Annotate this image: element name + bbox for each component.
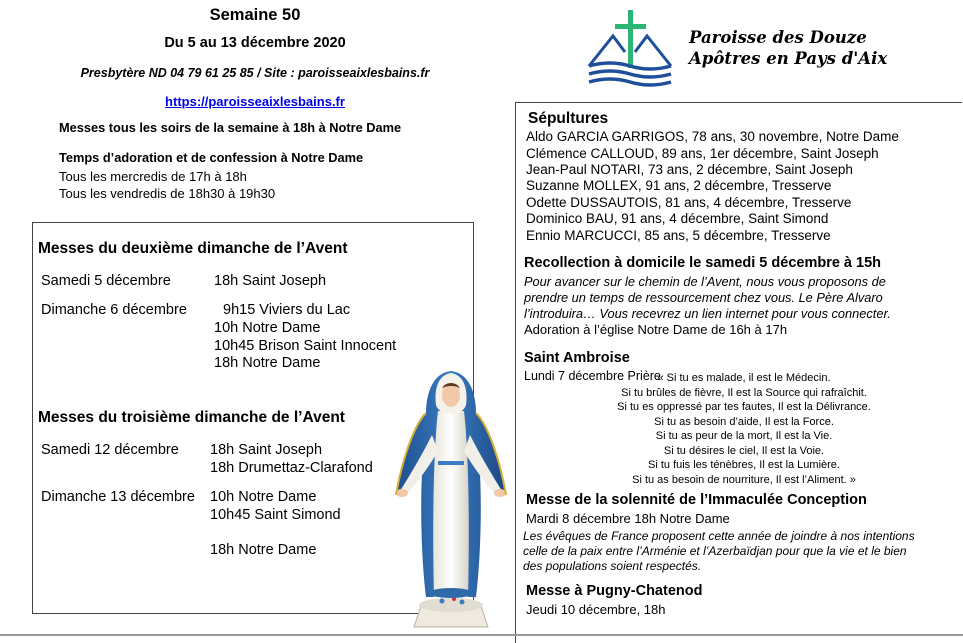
prayer-line: Si tu brûles de fièvre, Il est la Source qui rafraîchit. [621, 386, 867, 399]
contact-line: Presbytère ND 04 79 61 25 85 / Site : paroisseaixlesbains.fr [80, 66, 430, 80]
immaculee-text: Les évêques de France proposent cette année de joindre à nos intentions [523, 529, 915, 543]
logo-line-2: Apôtres en Pays d'Aix [689, 49, 888, 68]
advent2-saturday-time: 18h Saint Joseph [214, 273, 327, 289]
prayer-line: Si tu as besoin de nourriture, Il est l’Aliment. » [632, 473, 856, 486]
recollection-adoration: Adoration à l’église Notre Dame de 16h à 17h [524, 322, 788, 337]
virgin-mary-statue-icon [392, 365, 510, 633]
advent2-sunday: Dimanche 6 décembre [41, 302, 187, 318]
advent2-sunday-time: 10h45 Brison Saint Innocent [214, 338, 397, 354]
bottom-divider [0, 634, 963, 636]
advent2-sunday-time: 9h15 Viviers du Lac [223, 302, 351, 318]
advent3-sunday-time: 10h Notre Dame [210, 489, 317, 505]
prayer-line: Si tu as peur de la mort, Il est la Vie. [655, 430, 833, 442]
immaculee-text: des populations soient respectés. [523, 559, 702, 573]
immaculee-title: Messe de la solennité de l’Immaculée Conception [526, 492, 867, 508]
burial-entry: Clémence CALLOUD, 89 ans, 1er décembre, Saint Joseph [526, 146, 879, 161]
immaculee-text: celle de la paix entre l’Arménie et l’Azerbaïdjan pour que la vie et le bien [523, 544, 907, 558]
prayer-line: « Si tu es malade, il est le Médecin. [657, 372, 831, 384]
immaculee-when: Mardi 8 décembre 18h Notre Dame [526, 511, 730, 526]
burial-entry: Aldo GARCIA GARRIGOS, 78 ans, 30 novembre, Notre Dame [526, 129, 899, 144]
burial-entry: Ennio MARCUCCI, 85 ans, 5 décembre, Tresserve [526, 228, 831, 243]
advent3-sunday-time: 10h45 Saint Simond [210, 507, 341, 523]
burial-entry: Dominico BAU, 91 ans, 4 décembre, Saint Simond [526, 211, 829, 226]
advent3-title: Messes du troisième dimanche de l’Avent [38, 409, 345, 426]
ambroise-title: Saint Ambroise [524, 350, 630, 366]
adoration-line: Tous les mercredis de 17h à 18h [59, 169, 247, 184]
recollection-title: Recollection à domicile le samedi 5 décembre à 15h [524, 255, 882, 271]
advent2-title: Messes du deuxième dimanche de l’Avent [38, 240, 348, 257]
advent3-saturday-time: 18h Drumettaz-Clarafond [210, 460, 373, 476]
burials-title: Sépultures [528, 110, 609, 127]
burial-entry: Jean-Paul NOTARI, 73 ans, 2 décembre, Saint Joseph [526, 162, 853, 177]
advent2-saturday: Samedi 5 décembre [41, 273, 171, 289]
burial-entry: Suzanne MOLLEX, 91 ans, 2 décembre, Tresserve [526, 178, 832, 193]
burial-entry: Odette DUSSAUTOIS, 81 ans, 4 décembre, Tresserve [526, 195, 852, 210]
pugny-when: Jeudi 10 décembre, 18h [526, 602, 666, 617]
prayer-line: Si tu as besoin d’aide, Il est la Force. [654, 415, 834, 428]
cross-over-waves-icon [585, 8, 675, 88]
recollection-text: Pour avancer sur le chemin de l’Avent, nous vous proposons de [524, 274, 886, 289]
advent3-saturday-time: 18h Saint Joseph [210, 442, 323, 458]
website-link[interactable]: https://paroisseaixlesbains.fr [165, 94, 345, 109]
adoration-line: Tous les vendredis de 18h30 à 19h30 [59, 186, 276, 201]
prayer-line: Si tu désires le ciel, Il est la Voie. [663, 444, 825, 457]
advent2-sunday-time: 18h Notre Dame [214, 355, 321, 371]
advent3-saturday: Samedi 12 décembre [41, 442, 179, 458]
prayer-text [594, 371, 894, 487]
advent2-sunday-time: 10h Notre Dame [214, 320, 321, 336]
prayer-line: Si tu es oppressé par tes fautes, Il est la Délivrance. [617, 401, 871, 413]
advent3-sunday: Dimanche 13 décembre [41, 489, 195, 505]
advent3-sunday-time: 18h Notre Dame [210, 542, 317, 558]
week-title: Semaine 50 [209, 6, 301, 24]
adoration-title: Temps d’adoration et de confession à Notre Dame [59, 150, 364, 165]
recollection-text: l’introduira… Vous recevrez un lien internet pour vous connecter. [524, 306, 891, 321]
prayer-line: Si tu fuis les ténèbres, Il est la Lumière. [648, 459, 840, 471]
recollection-text: prendre un temps de ressourcement chez vous. Le Père Alvaro [524, 290, 883, 305]
ambroise-day: Lundi 7 décembre Prière [524, 369, 661, 383]
logo-line-1: Paroisse des Douze [689, 28, 867, 47]
evening-masses: Messes tous les soirs de la semaine à 18h à Notre Dame [59, 120, 402, 135]
date-range: Du 5 au 13 décembre 2020 [164, 35, 346, 51]
pugny-title: Messe à Pugny-Chatenod [526, 583, 703, 599]
